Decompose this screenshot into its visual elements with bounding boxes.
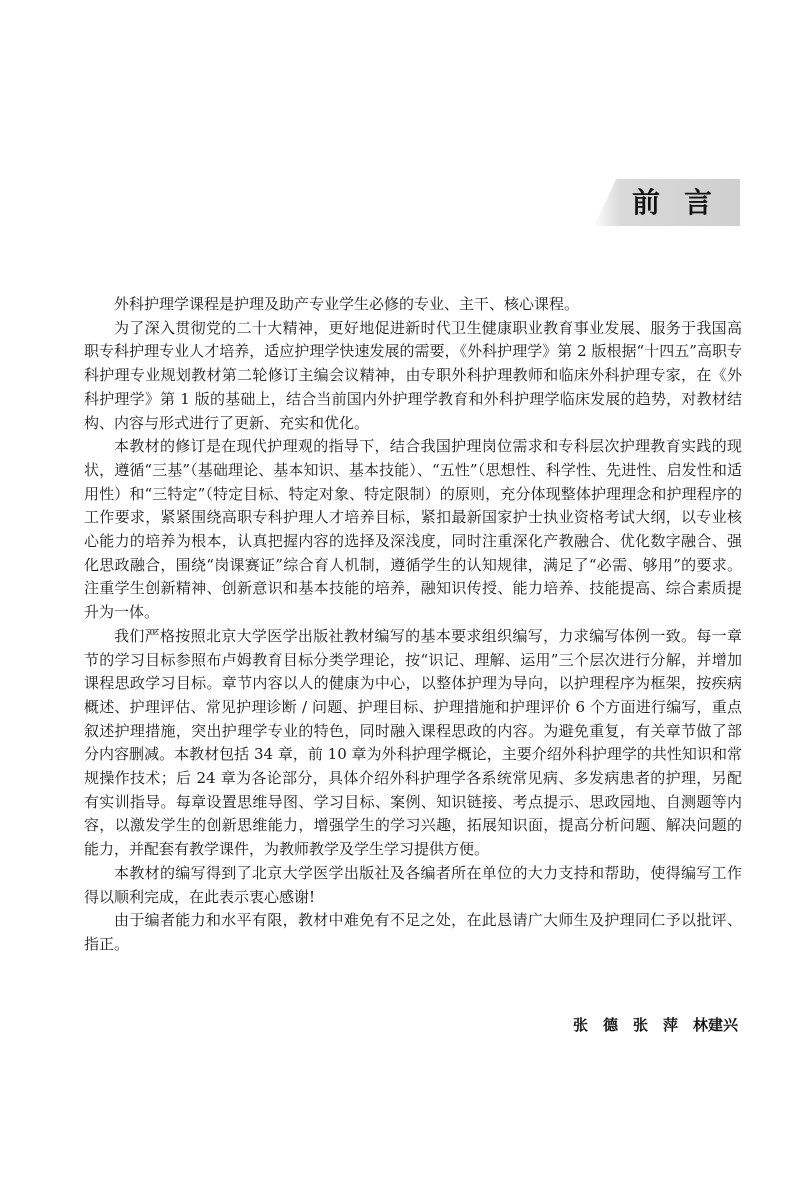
paragraph: 本教材的修订是在现代护理观的指导下，结合我国护理岗位需求和专科层次护理教育实践的现状，遵循“三基”（基础理论、基本知识、基本技能）、“五性”（思想性、科学性、先进性、启发性和适用性）和“三特定”（特定目标、特定对象、特定限制）的原则，充分体现整体护理理念和护理程序的工作要求，紧紧围绕高职专科护理人才培养目标，紧扣最新国家护士执业资格考试大纲，以专业核心能力的培养为根本，认真把握内容的选择及深浅度，同时注重深化产教融合、优化数字融合、强化思政融合，围绕“岗课赛证”综合育人机制，遵循学生的认知规律，满足了“必需、够用”的要求。注重学生创新精神、创新意识和基本技能的培养，融知识传授、能力培养、技能提高、综合素质提升为一体。 [84,437,742,622]
paragraph: 为了深入贯彻党的二十大精神，更好地促进新时代卫生健康职业教育事业发展、服务于我国高职专科护理专业人才培养，适应护理学快速发展的需要，《外科护理学》第 2 版根据“十四五”高职专科护理专业规划教材第二轮修订主编会议精神，由专职外科护理教师和临床外科护理专家，在《外科护理学》第 1 版的基础上，结合当前国内外护理学教育和外科护理学临床发展的趋势，对教材结构、内容与形式进行了更新、充实和优化。 [84,318,742,432]
paragraph: 本教材的编写得到了北京大学医学出版社及各编者所在单位的大力支持和帮助，使得编写工作得以顺利完成，在此表示衷心感谢! [84,863,742,906]
paragraph: 由于编者能力和水平有限，教材中难免有不足之处，在此恳请广大师生及护理同仁予以批评、指正。 [84,911,742,953]
preface-body [84,293,742,957]
paragraph: 我们严格按照北京大学医学出版社教材编写的基本要求组织编写，力求编写体例一致。每一章节的学习目标参照布卢姆教育目标分类学理论，按“识记、理解、运用”三个层次进行分解，并增加课程思政学习目标。章节内容以人的健康为中心，以整体护理为导向，以护理程序为框架，按疾病概述、护理评估、常见护理诊断 / 问题、护理目标、护理措施和护理评价 6 个方面进行编写，重点叙述护理措施，突出护理学专业的特色，同时融入课程思政的内容。为避免重复，有关章节做了部分内容删减。本教材包括 34 章，前 10 章为外科护理学概论，主要介绍外科护理学的共性知识和常规操作技术；后 24 章为各论部分，具体介绍外科护理学各系统常见病、多发病患者的护理，另配有实训指导。每章设置思维导图、学习目标、案例、知识链接、考点提示、思政园地、自测题等内容，以激发学生的创新思维能力，增强学生的学习兴趣，拓展知识面，提高分析问题、解决问题的能力，并配套有教学课件，为教师教学及学生学习提供方便。 [84,626,742,859]
paragraph: 外科护理学课程是护理及助产专业学生必修的专业、主干、核心课程。 [114,295,580,313]
page-title: 前言 [632,186,737,219]
author-signature: 张 德 张 萍 林建兴 [572,1016,738,1034]
